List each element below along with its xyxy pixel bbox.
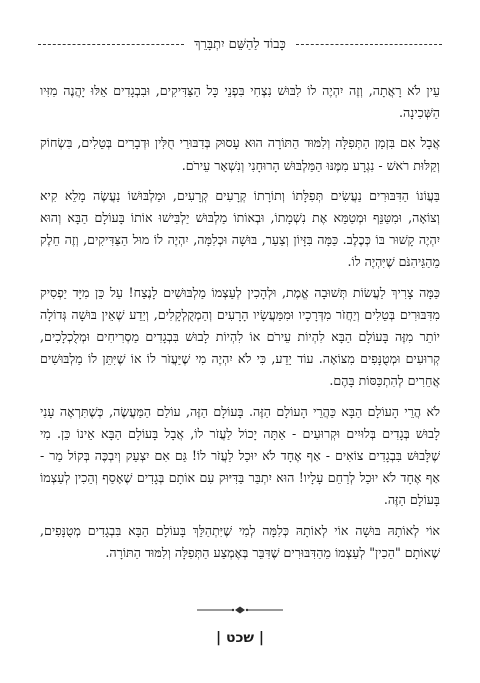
header-rule-right: [296, 44, 442, 45]
running-header: [38, 34, 442, 54]
paragraph: אֲבָל אִם בִּזְמַן הַתְּפִלָּה וְלִמּוּד הַתּוֹרָה הוּא עָסוּק בְּדִבּוּרֵי חֻלִּין וּדְבָרִים בְּטֵלִים, בִּשְׂחוֹק וְקַלּוּת רֹאשׁ - נִגְרָע מִמֶּנּוּ הַמַּלְבּוּשׁ הָרוּחָנִי וְנִשְׁאָר עֵירֹם.: [40, 135, 440, 173]
paragraph: אוֹי לְאוֹתָהּ בּוּשָׁה אוֹי לְאוֹתָהּ כְּלִמָּה לְמִי שֶׁיִּתְהַלֵּךְ בָּעוֹלָם הַבָּא בִּבְגָדִים מְטֻנָּפִים, שֶׁאוֹתָם "הֵכִין" לְעַצְמוֹ מֵהַדִּבּוּרִים שֶׁדִּבֵּר בְּאֶמְצַע הַתְּפִלָּה וְלִמּוּד הַתּוֹרָה.: [40, 522, 440, 560]
paragraph: עֵין לֹא רָאֲתָה, וְזֶה יִהְיֶה לוֹ לִבּוּשׁ נִצְחִי בִּפְנֵי כָּל הַצַּדִּיקִים, וּבִבְגָדִים אֵלּוּ יָהֲנֶה מִזִּיו הַשְּׁכִינָה.: [40, 83, 440, 121]
paragraph: בַּעֲוֹנוֹ הַדִּבּוּרִים נַעֲשִׂים תְּפִלָּתוֹ וְתוֹרָתוֹ קְרָעִים קְרָעִים, וּמַלְבּוּשׁוֹ נַעֲשֶׂה מָלֵא קִיא וְצוֹאָה, וּמִטַּנֵּף וּמְטַמֵּא אֶת נִשְׁמָתוֹ, וּבְאוֹתוֹ מַלְבּוּשׁ יַלְבִּישׁוּ אוֹתוֹ בָּעוֹלָם הַבָּא וְהוּא יִהְיֶה קָשׁוּר בּוֹ כְּכֶלֶב. כַּמָּה בִּזָּיוֹן וְצַעַר, בּוּשָׁה וּכְלִמָּה, יִהְיֶה לוֹ מוּל הַצַּדִּיקִים, וְזֶה חֵלֶק מֵהַגֵּיהִנֹּם שֶׁיִּהְיֶה לוֹ.: [40, 187, 440, 270]
header-title: כָּבוֹד לַהַשֵּׁם יִתְבָּרֵךְ: [194, 37, 286, 52]
paragraph: כַּמָּה צָרִיךְ לַעֲשׂוֹת תְּשׁוּבָה אֱמֶת, וּלְהָכִין לְעַצְמוֹ מַלְבּוּשִׁים לָנֶצַח! עַל כֵּן מִיָּד יַפְסִיק מִדִּבּוּרִים בְּטֵלִים וְיַחֲזֹר מִדְּרָכָיו וּמִמַּעֲשָׂיו הָרָעִים וְהַמְקֻלְקָלִים, וְיֵדַע שֶׁאֵין בּוּשָׁה גְּדוֹלָה יוֹתֵר מִזֶּה בָּעוֹלָם הַבָּא לִהְיוֹת עֵירֹם אוֹ לִהְיוֹת לָבוּשׁ בִּבְגָדִים מַסְרִיחִים וּמְלֻכְלָכִים, קְרוּעִים וּמְטֻנָּפִים מִצּוֹאָה. עוֹד יֵדַע, כִּי לֹא יִהְיֶה מִי שֶׁיַּעֲזֹר לוֹ אוֹ שֶׁיִּתֵּן לוֹ מַלְבּוּשִׁים אֲחֵרִים לְהִתְכַּסּוֹת בָּהֶם.: [40, 284, 440, 389]
body-text: [40, 80, 440, 572]
page-number: | שכט |: [215, 630, 265, 646]
ornamental-divider: [0, 605, 480, 615]
header-rule-left: [38, 44, 184, 45]
paragraph: לֹא הֲרֵי הָעוֹלָם הַבָּא כַּהֲרֵי הָעוֹלָם הַזֶּה. בָּעוֹלָם הַזֶּה, עוֹלַם הַמַּעֲשֶׂה, כְּשֶׁתִּרְאֶה עָנִי לָבוּשׁ בְּגָדִים בְּלוּיִים וּקְרוּעִים - אַתָּה יָכוֹל לַעֲזֹר לוֹ, אֲבָל בָּעוֹלָם הַבָּא אֵינוֹ כֵּן. מִי שֶׁלָּבוּשׁ בִּבְגָדִים צוֹאִים - אַף אֶחָד לֹא יוּכַל לַעֲזֹר לוֹ! גַּם אִם יִצְעַק וְיִבְכֶּה בְּקוֹל מַר - אַף אֶחָד לֹא יוּכַל לְרַחֵם עָלָיו! הוּא יִתְבַּר בַּדִּיּוּק עִם אוֹתָם בְּגָדִים שֶׁאָסַף וְהֵכִין לְעַצְמוֹ בָּעוֹלָם הַזֶּה.: [40, 403, 440, 508]
divider-ornament-icon: [195, 605, 285, 615]
